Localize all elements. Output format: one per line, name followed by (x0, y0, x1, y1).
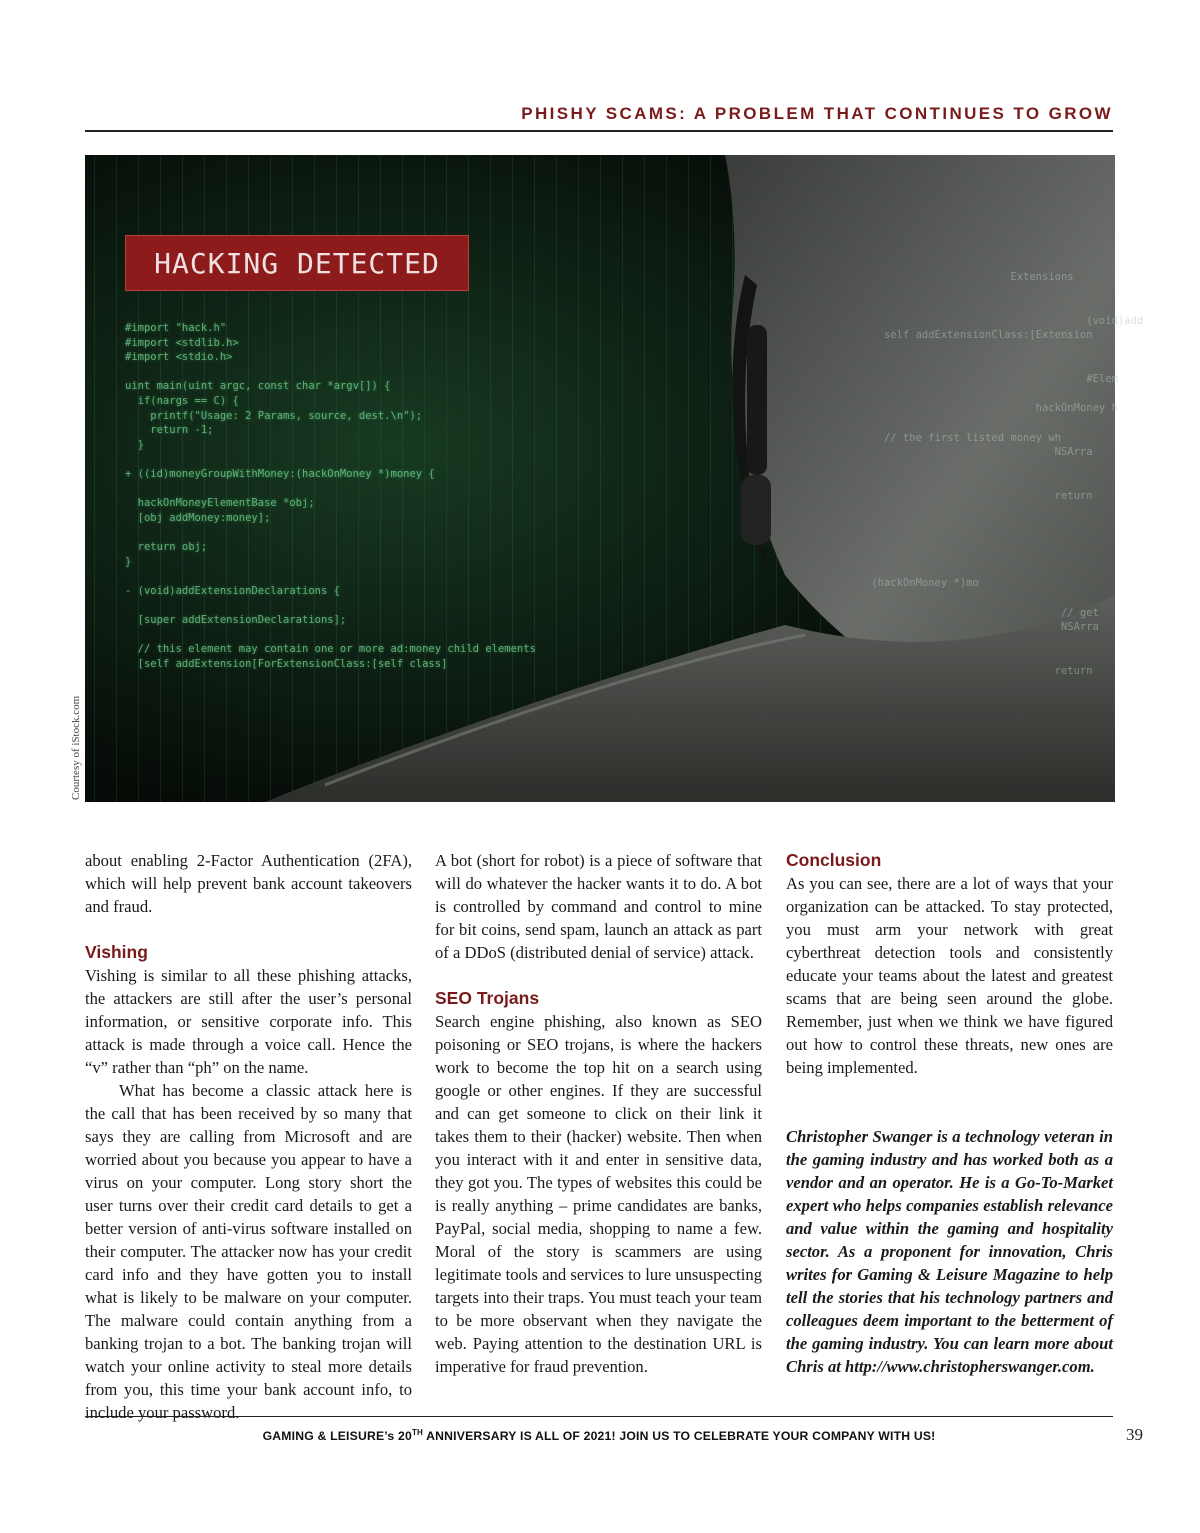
footer-text-start: GAMING & LEISURE’s 20 (262, 1429, 412, 1444)
page-number: 39 (1126, 1425, 1143, 1444)
col1-paragraph-1: about enabling 2-Factor Authentication (2FA), which will help prevent bank account takeovers and fraud. (85, 851, 412, 916)
footer-superscript: TH (411, 1428, 424, 1437)
hacking-detected-text: HACKING DETECTED (154, 246, 440, 280)
column-2 (435, 849, 762, 1378)
code-overlay-right: Extensions (void)add self addExtensionClass:[Extension #Elem hackOnMoney h // the first listed money wh NSArra return (hackOnMoney *)mo // get NSArra return (871, 271, 1144, 678)
author-bio: Christopher Swanger is a technology veteran in the gaming industry and has worked both as a vendor and an operator. He is a Go-To-Market expert who helps companies establish relevance and value within the gaming and hospitality sector. As a proponent for innovation, Chris writes for Gaming & Leisure Magazine to help tell the stories that his technology partners and colleagues deem important to the betterment of the gaming industry. You can learn more about Chris at http://www.christopherswanger.com. (786, 1127, 1113, 1376)
footer-banner (85, 1428, 1113, 1443)
col3-paragraph-1: As you can see, there are a lot of ways that your organization can be attacked. To stay protected, you must arm your network with great cyberthreat detection tools and consistently educate your teams about the latest and greatest scams that are being seen around the globe. Remember, just when we think we have figured out how to control these threats, new ones are being implemented. (786, 874, 1113, 1077)
running-header (85, 104, 1113, 132)
col2-paragraph-1: A bot (short for robot) is a piece of software that will do whatever the hacker wants it to do. A bot is controlled by command and control to mine for bit coins, send spam, launch an attack as part of a DDoS (distributed denial of service) attack. (435, 851, 762, 962)
footer-text-end: ANNIVERSARY IS ALL OF 2021! JOIN US TO CELEBRATE YOUR COMPANY WITH US! (423, 1429, 936, 1444)
column-1 (85, 849, 412, 1424)
vishing-heading: Vishing (85, 942, 148, 962)
col2-paragraph-2: Search engine phishing, also known as SEO poisoning or SEO trojans, is where the hackers work to become the top hit on a search using google or other engines. If they are successful and can get someone to click on their link it takes them to their (hacker) website. Then when you interact with it and enter in sensitive data, they got you. The types of websites this could be is really anything – prime candidates are banks, PayPal, social media, shopping to name a few. Moral of the story is scammers are using legitimate tools and services to lure unsuspecting targets into their traps. You must teach your team to be more observant when they navigate the web. Paying attention to the destination URL is imperative for fraud prevention. (435, 1012, 762, 1376)
running-header-title: PHISHY SCAMS: A PROBLEM THAT CONTINUES TO GROW (521, 104, 1113, 123)
seo-trojans-heading: SEO Trojans (435, 988, 540, 1008)
column-3 (786, 849, 1113, 1378)
hero-photo (85, 155, 1144, 802)
col1-paragraph-3: What has become a classic attack here is the call that has been received by so many that says they are calling from Microsoft and are worried about you because you appear to have a virus on your computer. Long story short the user turns over their credit card details to get a better version of anti-virus software installed on their computer. The attacker now has your credit card info and they have gotten you to install what is likely to be malware on your computer. The malware could contain anything from a banking trojan to a bot. The banking trojan will watch your online activity to steal more details from you, this time your bank account info, to include your password. (85, 1081, 412, 1422)
photo-credit: Courtesy of iStock.com (70, 695, 82, 800)
conclusion-heading: Conclusion (786, 850, 882, 870)
code-overlay: #import "hack.h" #import <stdlib.h> #import <stdio.h> uint main(uint argc, const char *argv[]) { if(nargs == C) { printf("Usage: 2 Params, source, dest.\n"); return -1; } + ((id)moneyGroupWithMoney:(hackOnMoney *)money { hackOnMoneyElementBase *obj; [obj addMoney:money]; return obj; } - (void)addExtensionDeclarations { [super addExtensionDeclarations]; // this element may contain one or more ad:money child elements [self addExtension[ForExtensionClass:[self class] (125, 322, 536, 670)
col1-paragraph-2: Vishing is similar to all these phishing attacks, the attackers are still after the user’s personal information, or sensitive corporate info. This attack is made through a voice call. Hence the “v” rather than “ph” on the name. (85, 966, 412, 1077)
footer-rule (85, 1416, 1113, 1417)
hacking-detected-banner (125, 235, 469, 291)
